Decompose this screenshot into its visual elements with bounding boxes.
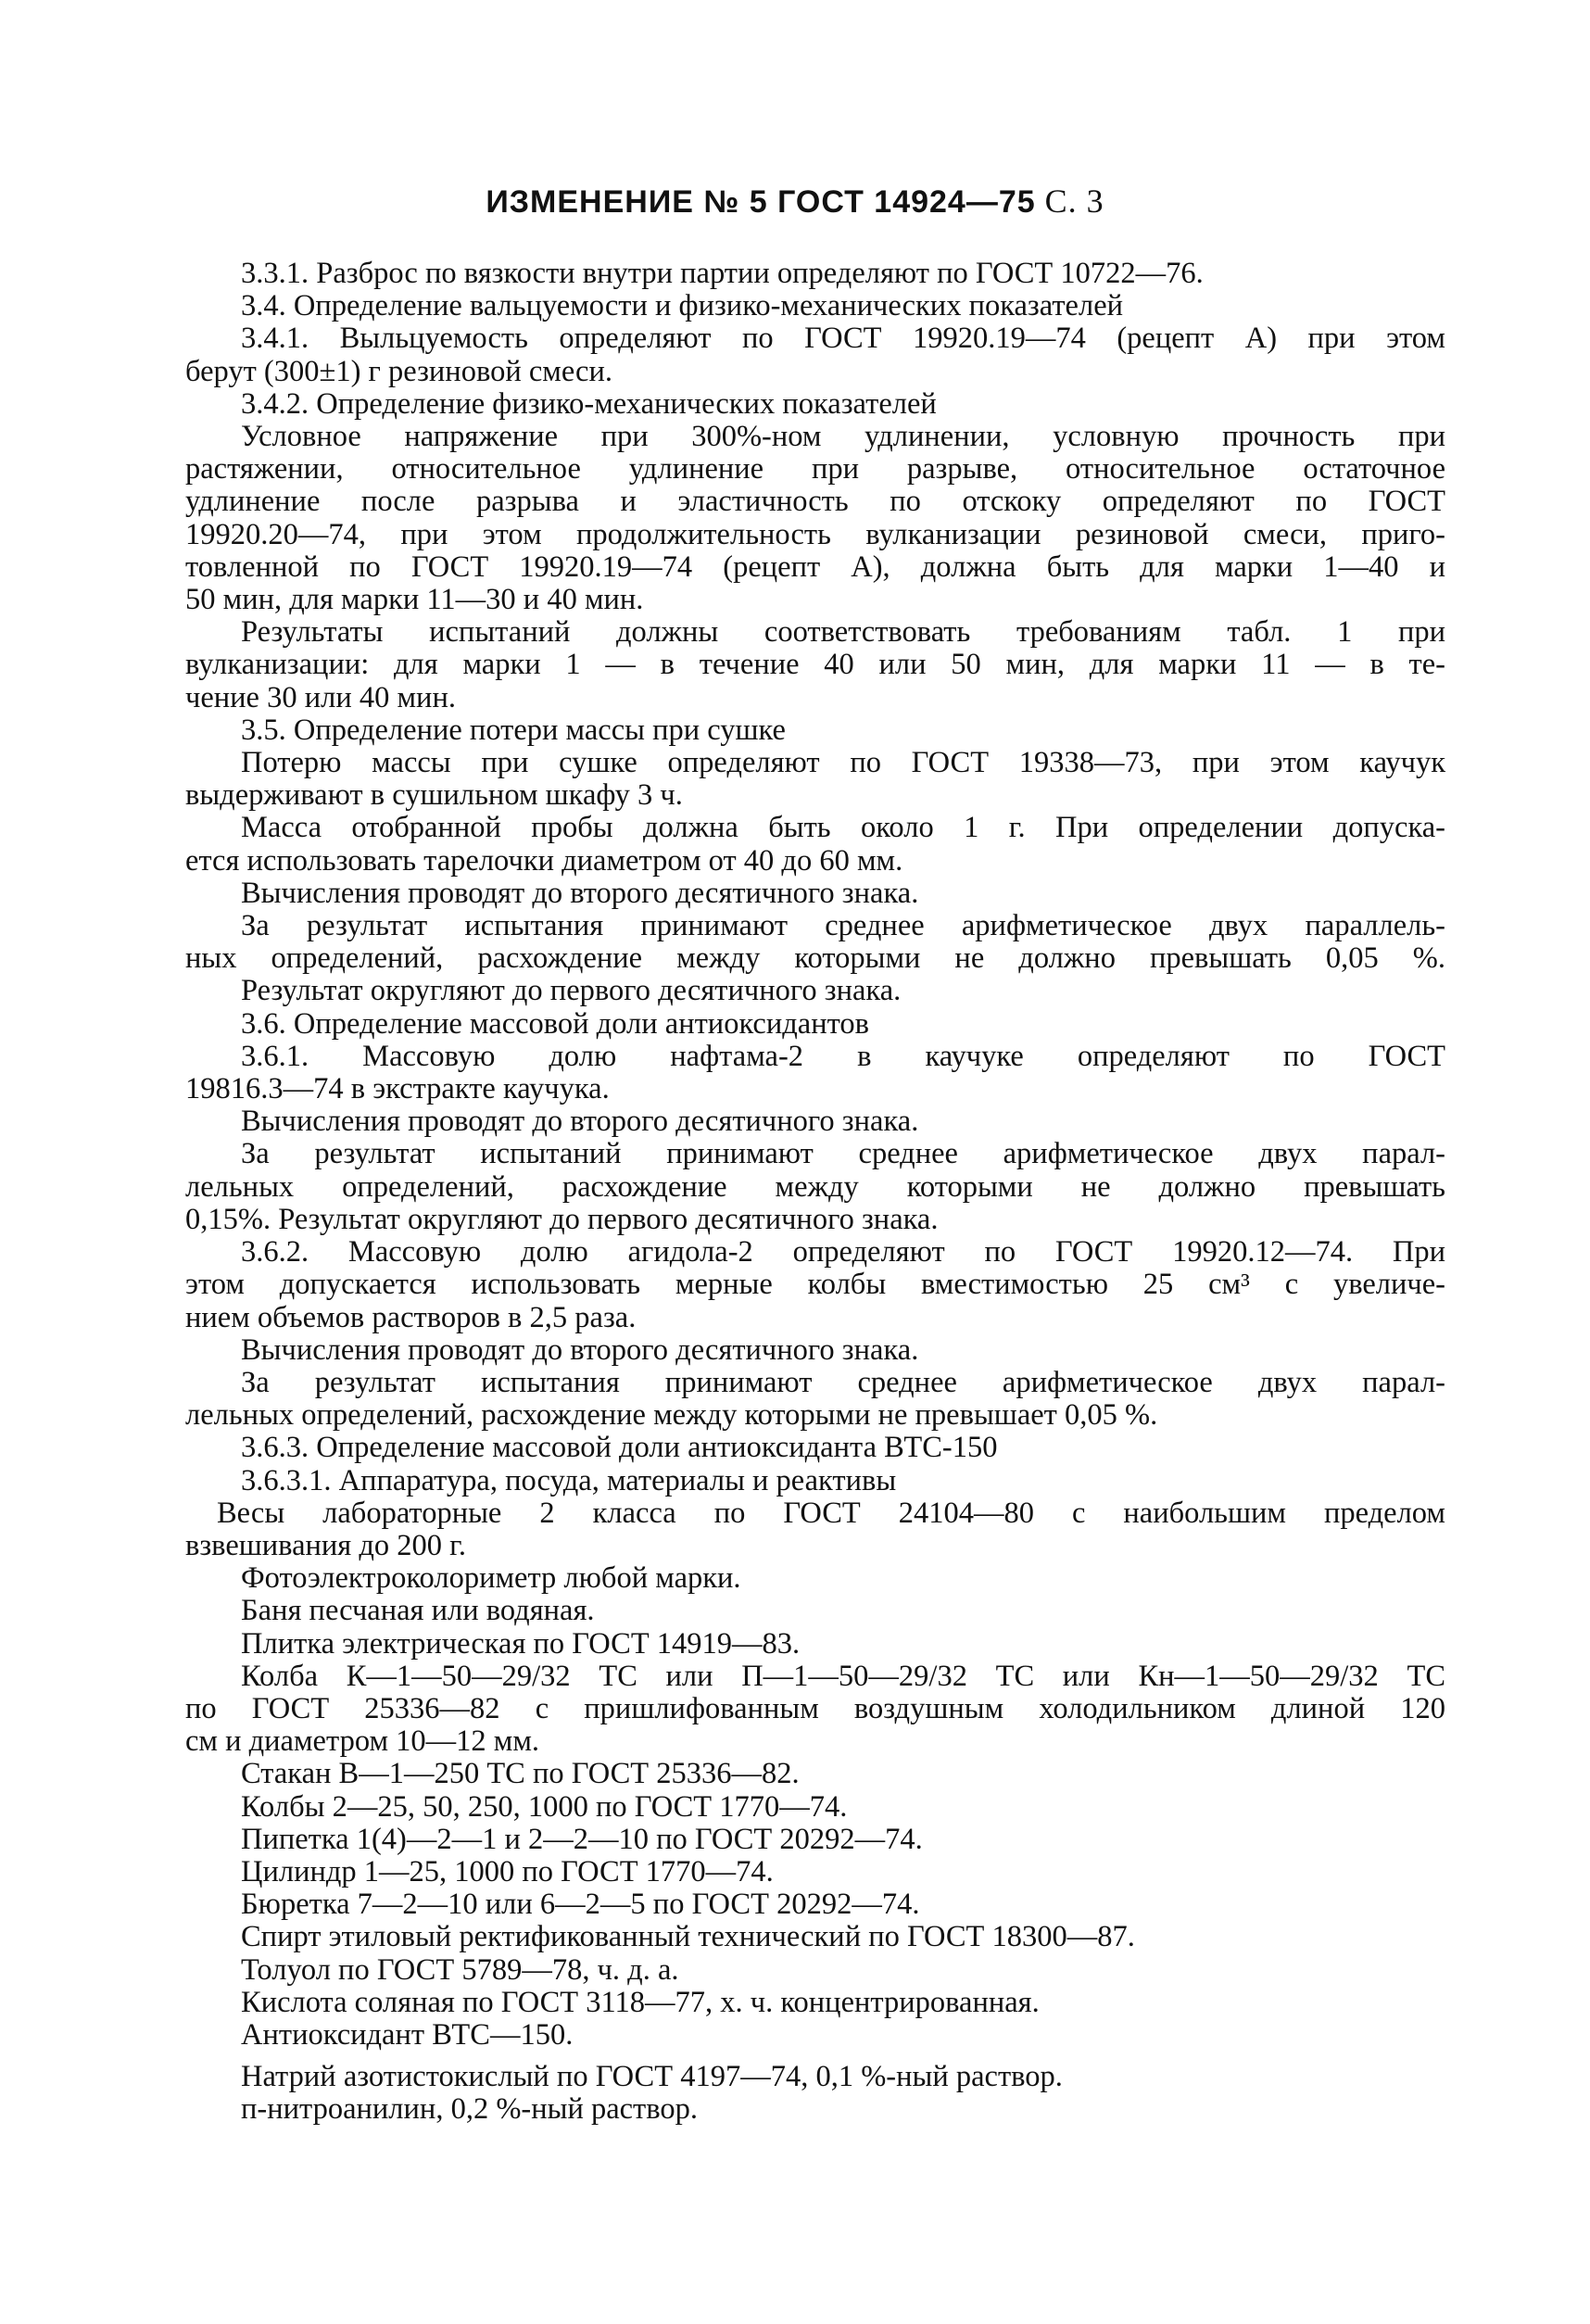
- text-line: Фотоэлектроколориметр любой марки.: [241, 1561, 741, 1596]
- text-line: лельных определений, расхождение между которыми не должно превышать: [185, 1169, 1445, 1204]
- text-line: Натрий азотистокислый по ГОСТ 4197—74, 0,1 %-ный раствор.: [241, 2060, 1063, 2094]
- text-line: 3.6.1. Массовую долю нафтама-2 в каучуке определяют по ГОСТ: [241, 1039, 1445, 1073]
- text-line: удлинение после разрыва и эластичность по отскоку определяют по ГОСТ: [185, 485, 1445, 519]
- text-line: За результат испытания принимают среднее арифметическое двух парал-: [241, 1365, 1445, 1399]
- text-line: Масса отобранной пробы должна быть около 1 г. При определении допуска-: [241, 811, 1445, 845]
- text-line: Вычисления проводят до второго десятичного знака.: [241, 876, 919, 910]
- text-line: выдерживают в сушильном шкафу 3 ч.: [185, 778, 683, 813]
- text-line: За результат испытаний принимают среднее арифметическое двух парал-: [241, 1137, 1445, 1171]
- text-line: лельных определений, расхождение между которыми не превышает 0,05 %.: [185, 1398, 1158, 1433]
- text-line: 3.3.1. Разброс по вязкости внутри партии определяют по ГОСТ 10722—76.: [241, 257, 1204, 290]
- text-line: Бюретка 7—2—10 или 6—2—5 по ГОСТ 20292—74.: [241, 1888, 920, 1922]
- text-line: 3.6.3. Определение массовой доли антиоксиданта ВТС-150: [241, 1431, 998, 1465]
- text-line: За результат испытания принимают среднее арифметическое двух параллель-: [241, 909, 1445, 943]
- text-line: Толуол по ГОСТ 5789—78, ч. д. а.: [241, 1952, 679, 1987]
- text-line: 0,15%. Результат округляют до первого десятичного знака.: [185, 1202, 939, 1236]
- text-line: Потерю массы при сушке определяют по ГОСТ 19338—73, при этом каучук: [241, 746, 1445, 780]
- text-line: Пипетка 1(4)—2—1 и 2—2—10 по ГОСТ 20292—74.: [241, 1822, 923, 1856]
- text-line: 3.4. Определение вальцуемости и физико-механических показателей: [241, 289, 1124, 323]
- text-line: растяжении, относительное удлинение при разрыве, относительное остаточное: [185, 452, 1445, 486]
- text-line: Кислота соляная по ГОСТ 3118—77, х. ч. концентрированная.: [241, 1985, 1040, 2019]
- text-line: взвешивания до 200 г.: [185, 1528, 466, 1562]
- text-line: Спирт этиловый ректификованный технический по ГОСТ 18300—87.: [241, 1920, 1135, 1954]
- text-line: чение 30 или 40 мин.: [185, 680, 456, 714]
- text-line: 3.4.1. Выльцуемость определяют по ГОСТ 19920.19—74 (рецепт А) при этом: [241, 322, 1445, 356]
- text-line: вулканизации: для марки 1 — в течение 40 или 50 мин, для марки 11 — в те-: [185, 648, 1445, 682]
- text-line: по ГОСТ 25336—82 с пришлифованным воздушным холодильником длиной 120: [185, 1691, 1445, 1725]
- text-line: 3.5. Определение потери массы при сушке: [241, 713, 786, 747]
- text-line: 19816.3—74 в экстракте каучука.: [185, 1072, 610, 1106]
- text-line: п-нитроанилин, 0,2 %-ный раствор.: [241, 2092, 699, 2127]
- text-line: ных определений, расхождение между которыми не должно превышать 0,05 %.: [185, 941, 1445, 976]
- text-line: Стакан В—1—250 ТС по ГОСТ 25336—82.: [241, 1757, 800, 1791]
- text-line: Цилиндр 1—25, 1000 по ГОСТ 1770—74.: [241, 1854, 774, 1888]
- text-line: нием объемов растворов в 2,5 раза.: [185, 1300, 637, 1334]
- text-line: Весы лабораторные 2 класса по ГОСТ 24104—80 с наибольшим пределом: [217, 1496, 1445, 1530]
- text-line: 3.6. Определение массовой доли антиоксидантов: [241, 1006, 869, 1041]
- text-line: 3.6.2. Массовую долю агидола-2 определяют по ГОСТ 19920.12—74. При: [241, 1235, 1445, 1269]
- header-title: ИЗМЕНЕНИЕ № 5 ГОСТ 14924—75: [486, 184, 1036, 220]
- document-body: [185, 258, 1445, 2127]
- text-line: 3.4.2. Определение физико-механических показателей: [241, 386, 937, 421]
- text-line: Вычисления проводят до второго десятичного знака.: [241, 1333, 919, 1367]
- text-line: Вычисления проводят до второго десятичного знака.: [241, 1105, 919, 1139]
- text-line: Плитка электрическая по ГОСТ 14919—83.: [241, 1626, 801, 1661]
- text-line: товленной по ГОСТ 19920.19—74 (рецепт А), должна быть для марки 1—40 и: [185, 549, 1445, 584]
- text-line: 19920.20—74, при этом продолжительность вулканизации резиновой смеси, приго-: [185, 517, 1445, 551]
- text-line: 50 мин, для марки 11—30 и 40 мин.: [185, 583, 644, 617]
- text-line: берут (300±1) г резиновой смеси.: [185, 354, 612, 388]
- text-line: Баня песчаная или водяная.: [241, 1594, 595, 1628]
- text-line: Колбы 2—25, 50, 250, 1000 по ГОСТ 1770—74.: [241, 1789, 848, 1824]
- text-line: Результат округляют до первого десятичного знака.: [241, 974, 902, 1008]
- text-line: Условное напряжение при 300%-ном удлинении, условную прочность при: [241, 420, 1445, 454]
- text-line: см и диаметром 10—12 мм.: [185, 1724, 540, 1759]
- text-line: 3.6.3.1. Аппаратура, посуда, материалы и реактивы: [241, 1463, 897, 1497]
- text-line: ется использовать тарелочки диаметром от 40 до 60 мм.: [185, 843, 903, 878]
- header-page-ref: С. 3: [1044, 183, 1104, 220]
- text-line: Результаты испытаний должны соответствовать требованиям табл. 1 при: [241, 615, 1445, 650]
- text-line: Антиоксидант ВТС—150.: [241, 2017, 574, 2052]
- text-line: Колба К—1—50—29/32 ТС или П—1—50—29/32 ТС или Кн—1—50—29/32 ТС: [241, 1659, 1445, 1693]
- text-line: этом допускается использовать мерные колбы вместимостью 25 см³ с увеличе-: [185, 1268, 1445, 1302]
- page-header: [0, 182, 1590, 221]
